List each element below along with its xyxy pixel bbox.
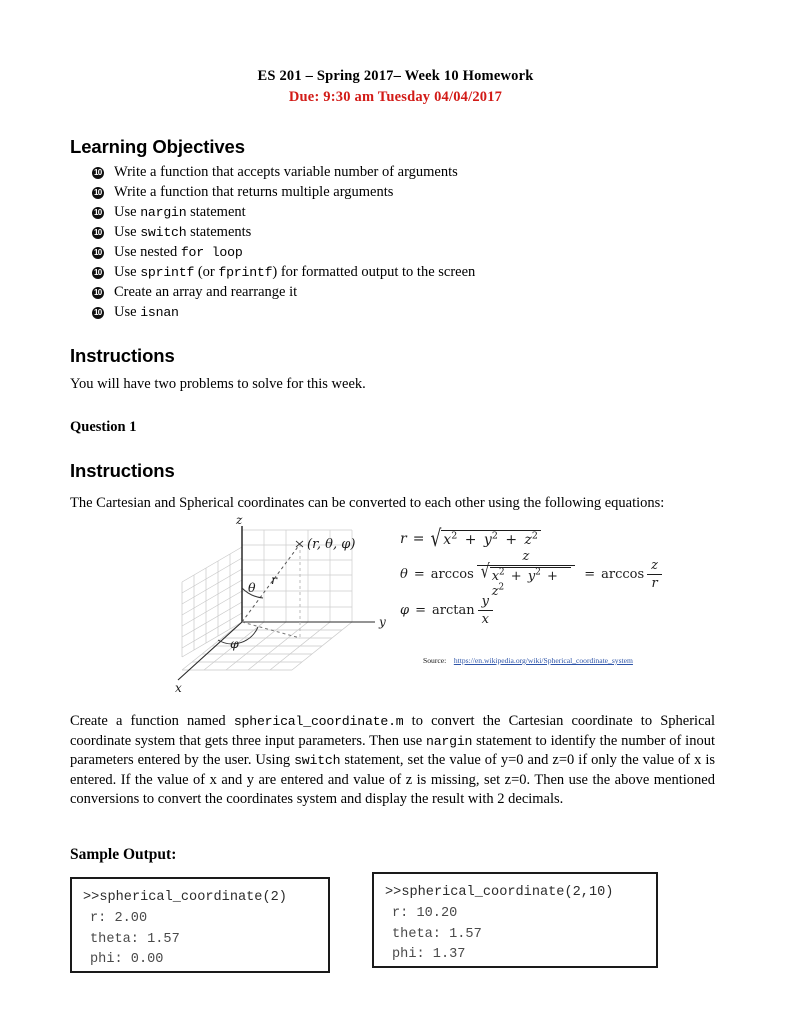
eq-th-y-exp: 2 bbox=[535, 567, 541, 578]
eq-r-y-exp: 2 bbox=[491, 530, 498, 542]
objective-item bbox=[92, 164, 652, 184]
sample-output-command: >>spherical_coordinate(2) bbox=[83, 890, 287, 905]
eq-th-plus1: + bbox=[510, 569, 522, 584]
eq-theta-arccos1: arccos bbox=[430, 566, 474, 582]
inline-code: nargin bbox=[140, 205, 187, 220]
equation-theta-lhs: θ bbox=[400, 566, 408, 582]
theta-label: θ bbox=[248, 580, 256, 595]
sample-output-line: phi: 1.37 bbox=[392, 947, 466, 963]
eq-r-x: x bbox=[443, 532, 452, 548]
numbered-circle-bullet-icon: 10 bbox=[92, 187, 114, 199]
eq-phi-num: y bbox=[481, 593, 489, 609]
eq-r-z: z bbox=[524, 532, 532, 548]
source-attribution bbox=[423, 656, 633, 665]
axis-x-line bbox=[178, 622, 242, 680]
eq-theta-num2: z bbox=[651, 557, 658, 573]
objective-label: Use isnan bbox=[114, 304, 179, 320]
spherical-coordinate-diagram bbox=[170, 512, 395, 697]
objective-item bbox=[92, 244, 652, 264]
numbered-circle-bullet-icon: 10 bbox=[92, 167, 114, 179]
sample-output-line: r: 2.00 bbox=[90, 910, 148, 926]
eq-theta-equals2: = bbox=[584, 566, 596, 582]
point-coordinates-label: (r, θ, φ) bbox=[307, 537, 356, 552]
sample-output-box-2 bbox=[372, 872, 658, 968]
radius-label: r bbox=[271, 572, 277, 587]
paragraph-text: to convert the Cartesian coordinate to Spherical coordinate system that gets three input parameters. Then use bbox=[70, 713, 715, 749]
eq-theta-equals1: = bbox=[413, 566, 425, 582]
eq-th-y: y bbox=[527, 569, 536, 584]
eq-r-x-exp: 2 bbox=[451, 530, 458, 542]
inline-code: isnan bbox=[140, 305, 179, 320]
numbered-circle-bullet-icon: 10 bbox=[92, 247, 114, 259]
inline-code: sprintf bbox=[140, 265, 195, 280]
equation-phi-lhs: φ bbox=[400, 602, 410, 618]
inline-code: switch bbox=[294, 753, 341, 768]
radical-icon: √ bbox=[430, 525, 442, 553]
equation-r-lhs: r bbox=[400, 531, 407, 547]
objective-item bbox=[92, 184, 652, 204]
coordinate-system-svg bbox=[170, 512, 395, 697]
numbered-circle-bullet-icon: 10 bbox=[92, 267, 114, 279]
eq-r-plus1: + bbox=[464, 532, 477, 548]
source-link[interactable]: https://en.wikipedia.org/wiki/Spherical_coordinate_system bbox=[453, 656, 633, 665]
learning-objectives-heading: Learning Objectives bbox=[70, 136, 245, 157]
eq-th-z-exp: 2 bbox=[498, 582, 505, 593]
eq-theta-num: z bbox=[522, 549, 530, 564]
inline-code: spherical_coordinate.m bbox=[233, 714, 404, 729]
inline-code: for loop bbox=[180, 245, 243, 260]
sample-output-line: theta: 1.57 bbox=[392, 926, 482, 942]
equation-r-equals: = bbox=[412, 531, 425, 547]
learning-objectives-list bbox=[92, 164, 652, 324]
numbered-circle-bullet-icon: 10 bbox=[92, 307, 114, 319]
axis-x-label: x bbox=[175, 681, 182, 695]
instructions-body-1: You will have two problems to solve for this week. bbox=[70, 376, 366, 392]
paragraph-text: Create a function named bbox=[70, 713, 234, 729]
radical-icon-2: √ bbox=[480, 561, 490, 583]
instructions-heading-1: Instructions bbox=[70, 345, 175, 366]
sample-output-command: >>spherical_coordinate(2,10) bbox=[385, 885, 614, 900]
inline-code: nargin bbox=[425, 733, 473, 749]
eq-r-plus2: + bbox=[505, 532, 518, 548]
eq-phi-equals: = bbox=[415, 602, 427, 618]
phi-label: φ bbox=[230, 636, 239, 651]
inline-code: switch bbox=[140, 225, 187, 240]
axis-y-label: y bbox=[379, 615, 386, 629]
paragraph-text: statement to identify the number of inout parameters entered by the user. Using bbox=[70, 732, 715, 768]
paragraph-text: statement, set the value of y=0 and z=0 if only the value of x is entered. If the value of x and y are entered and value of z is missing, set z=0. Then use the above mentioned conversions to convert the coordinates system and display the result with 2 decimals. bbox=[70, 752, 716, 807]
objective-item bbox=[92, 284, 652, 304]
sample-output-line: theta: 1.57 bbox=[90, 931, 180, 947]
inline-code: fprintf bbox=[218, 265, 273, 280]
objective-label: Write a function that returns multiple arguments bbox=[114, 184, 394, 200]
eq-theta-arccos2: arccos bbox=[601, 566, 645, 582]
eq-th-x: x bbox=[491, 569, 500, 584]
eq-r-y: y bbox=[483, 532, 492, 548]
instructions-heading-2: Instructions bbox=[70, 460, 175, 481]
due-date-line: Due: 9:30 am Tuesday 04/04/2017 bbox=[288, 89, 503, 105]
axis-z-label: z bbox=[236, 513, 243, 527]
numbered-circle-bullet-icon: 10 bbox=[92, 287, 114, 299]
conversion-equations bbox=[400, 524, 665, 627]
sample-output-heading: Sample Output: bbox=[70, 846, 177, 863]
objective-label: Use nargin statement bbox=[114, 204, 246, 220]
objective-item bbox=[92, 304, 652, 324]
instructions-body-2: The Cartesian and Spherical coordinates can be converted to each other using the following equations: bbox=[70, 495, 665, 511]
numbered-circle-bullet-icon: 10 bbox=[92, 207, 114, 219]
numbered-circle-bullet-icon: 10 bbox=[92, 227, 114, 239]
objective-label: Write a function that accepts variable number of arguments bbox=[114, 164, 458, 180]
objective-label: Create an array and rearrange it bbox=[114, 284, 298, 300]
task-description-paragraph bbox=[70, 712, 715, 810]
objective-item bbox=[92, 264, 652, 284]
eq-th-x-exp: 2 bbox=[499, 567, 505, 578]
source-label: Source: bbox=[423, 656, 447, 665]
objective-item bbox=[92, 224, 652, 244]
eq-phi-arctan: arctan bbox=[432, 602, 475, 618]
question-heading: Question 1 bbox=[70, 419, 137, 435]
eq-theta-den2: r bbox=[647, 574, 661, 591]
eq-th-plus2: + bbox=[546, 569, 558, 584]
objective-item bbox=[92, 204, 652, 224]
objective-label: Use nested for loop bbox=[114, 244, 243, 260]
sample-output-box-1 bbox=[70, 877, 330, 973]
eq-th-z: z bbox=[491, 584, 499, 599]
objective-label: Use switch statements bbox=[114, 224, 252, 240]
equation-theta bbox=[400, 549, 665, 599]
sample-output-line: phi: 0.00 bbox=[90, 952, 164, 968]
eq-r-z-exp: 2 bbox=[531, 530, 538, 542]
objective-label: Use sprintf (or fprintf) for formatted output to the screen bbox=[114, 264, 476, 280]
sample-output-line: r: 10.20 bbox=[392, 905, 458, 921]
document-title: ES 201 – Spring 2017– Week 10 Homework bbox=[257, 68, 534, 84]
eq-phi-den: x bbox=[478, 610, 493, 627]
